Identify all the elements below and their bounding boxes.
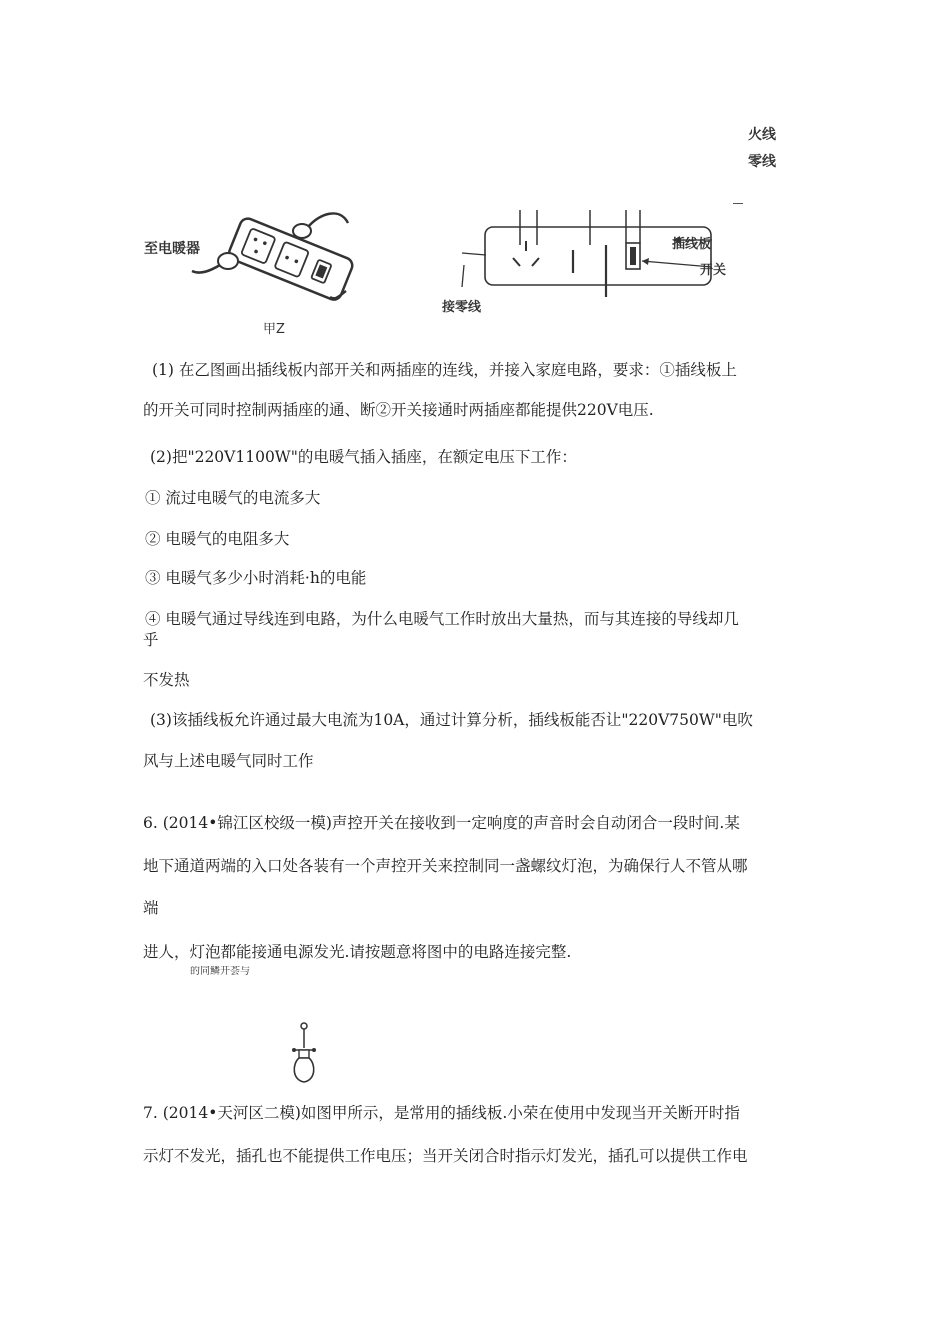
live-wire-label: 火线 [748, 127, 776, 143]
text-line-9: 不发热 [143, 671, 190, 689]
text-line-3: (2)把"220V1100W"的电暖气插入插座，在额定电压下工作： [150, 448, 577, 466]
text-line-1: (1) 在乙图画出插线板内部开关和两插座的连线，并接入家庭电路，要求：①插线板上 [152, 361, 737, 379]
neutral-wire-label: 零线 [748, 154, 776, 170]
figure-caption: 甲Z [263, 322, 285, 337]
text-line-4: ① 流过电暖气的电流多大 [145, 489, 321, 507]
question-7-line-2: 示灯不发光，插孔也不能提供工作电压；当开关闭合时指示灯发光，插孔可以提供工作电 [143, 1147, 748, 1165]
question-6-line-3: 端 [143, 899, 159, 917]
text-line-10: (3)该插线板允许通过最大电流为10A，通过计算分析，插线板能否让"220V750W"电吹 [150, 711, 753, 729]
power-strip-illustration [190, 205, 360, 305]
text-line-6: ③ 电暖气多少小时消耗·h的电能 [145, 569, 367, 587]
question-7-line-1: 7. (2014•天河区二模)如图甲所示，是常用的插线板.小荣在使用中发现当开关断开时指 [143, 1104, 740, 1122]
question-6-line-1: 6. (2014•锦江区校级一模)声控开关在接收到一定响度的声音时会自动闭合一段时间.某 [143, 814, 740, 832]
question-6-line-4: 进人，灯泡都能接通电源发光.请按题意将图中的电路连接完整. [143, 943, 572, 961]
switch-label: 开关 [700, 263, 727, 278]
text-line-7: ④ 电暖气通过导线连到电路，为什么电暖气工作时放出大量热，而与其连接的导线却几 [145, 610, 739, 628]
neutral-connect-label: 接零线 [442, 300, 482, 315]
question-6-line-2: 地下通道两端的入口处各装有一个声控开关来控制同一盏螺纹灯泡，为确保行人不管从哪 [143, 857, 748, 875]
heater-label: 至电暖器 [144, 241, 200, 257]
lamp-figure-label: 的同鳞开荟与 [190, 966, 250, 975]
text-line-5: ② 电暖气的电阻多大 [145, 530, 290, 548]
text-line-2: 的开关可同时控制两插座的通、断②开关接通时两插座都能提供220V电压. [143, 401, 654, 419]
power-strip-label: 插线板 [672, 237, 712, 252]
wire-mark [733, 203, 743, 204]
text-line-8: 乎 [143, 631, 159, 649]
light-bulb-icon [288, 1020, 328, 1090]
text-line-11: 风与上述电暖气同时工作 [143, 752, 314, 770]
